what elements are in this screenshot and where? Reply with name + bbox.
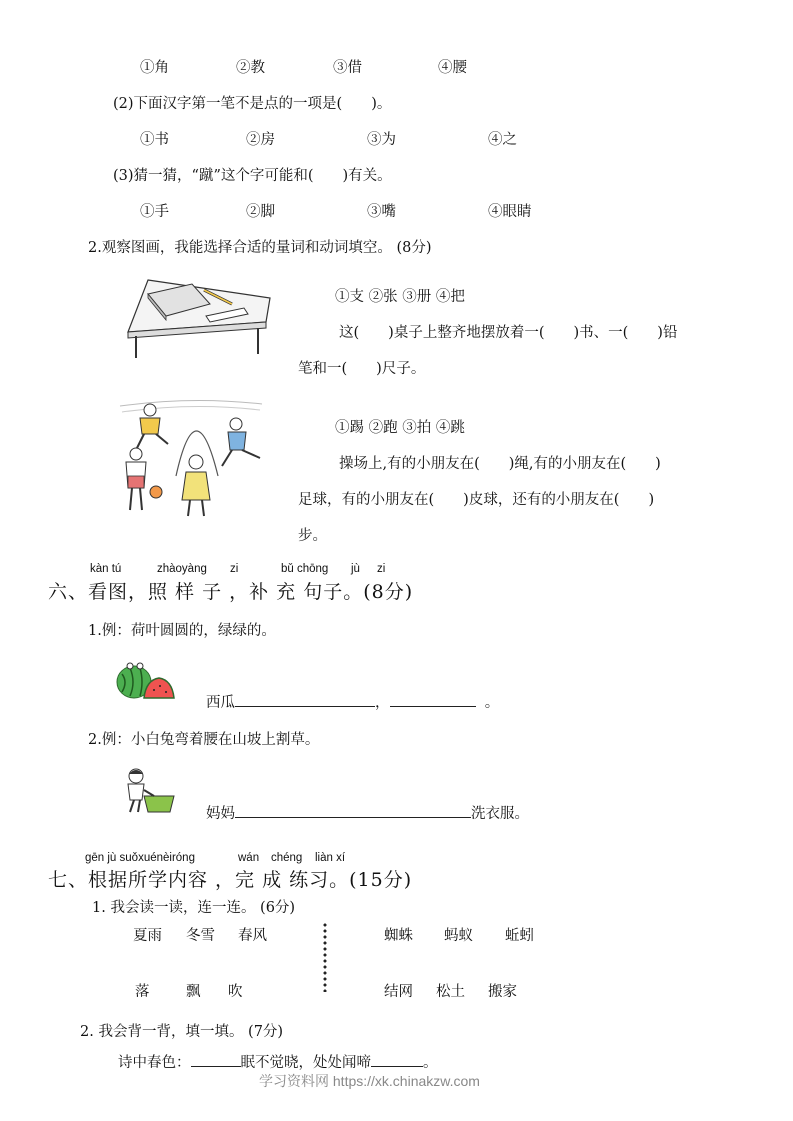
watermelon-fill-line [206,691,499,712]
playground-illustration [112,392,272,522]
pinyin-wan: wán [238,852,260,864]
desk-options: ①支 ②张 ③册 ④把 [335,289,465,305]
pinyin-buchong: bǔ chōng [281,563,329,575]
q2-option-2: ②房 [246,132,275,148]
q1-option-3: ③借 [333,60,362,76]
poem-middle: 眠不觉晓，处处闻啼 [240,1055,371,1071]
match-right-top-2[interactable]: 蚂蚁 [444,928,473,944]
match-left-top-3[interactable]: 春风 [238,928,267,944]
pinyin-cheng: chéng [271,852,303,864]
match-left-bottom-2[interactable]: 飘 [186,984,201,1000]
pinyin-lianxi: liàn xí [315,852,346,864]
watermelon-illustration [114,658,176,704]
watermelon-word: 西瓜 [206,695,235,711]
q3-option-4: ④眼睛 [488,204,532,220]
q3-option-3: ③嘴 [367,204,396,220]
q2-option-1: ①书 [140,132,169,148]
part5-q2-title: 2.观察图画，我能选择合适的量词和动词填空。 (8分) [88,240,432,256]
desk-sentence-line-2: 笔和一( )尺子。 [298,361,426,377]
poem-prefix: 诗中春色： [118,1055,191,1071]
watermelon-comma: ， [375,695,390,711]
section-7-heading: 七、根据所学内容 ，完 成 练习。(15分) [48,869,413,891]
q1-option-1: ①角 [140,60,169,76]
q2-option-3: ③为 [367,132,396,148]
watermelon-end: 。 [484,695,500,711]
watermelon-blank-2[interactable] [390,692,476,707]
footer-watermark: 学习资料网 https://xk.chinakzw.com [259,1073,480,1089]
q2-option-4: ④之 [488,132,517,148]
playground-options: ①踢 ②跑 ③拍 ④跳 [335,420,465,436]
poem-blank-1[interactable] [191,1052,241,1067]
pinyin-zhaoyang: zhàoyàng [157,563,207,575]
q3-option-1: ①手 [140,204,169,220]
pinyin-genju-suoxue-neirong: gēn jù suǒxuénèiróng [85,852,195,864]
match-left-bottom-1[interactable]: 落 [135,984,150,1000]
part6-example-1: 1.例：荷叶圆圆的，绿绿的。 [88,623,276,639]
mother-fill-line [206,802,529,823]
mother-end: 洗衣服。 [471,806,529,822]
part6-example-2: 2.例：小白兔弯着腰在山坡上割草。 [88,732,320,748]
match-right-top-1[interactable]: 蜘蛛 [384,928,413,944]
poem-fill-line [118,1051,438,1072]
q2-prompt: (2)下面汉字第一笔不是点的一项是( )。 [113,96,392,112]
q3-option-2: ②脚 [246,204,275,220]
poem-end: 。 [423,1055,438,1071]
watermelon-blank-1[interactable] [235,692,375,707]
match-right-bottom-2[interactable]: 松土 [436,984,465,1000]
q3-prompt: (3)猜一猜，“蹴”这个字可能和( )有关。 [113,168,392,184]
match-left-bottom-3[interactable]: 吹 [228,984,243,1000]
match-left-top-1[interactable]: 夏雨 [133,928,162,944]
match-right-bottom-1[interactable]: 结网 [384,984,413,1000]
q1-option-4: ④腰 [438,60,467,76]
playground-sentence-line-2: 足球，有的小朋友在( )皮球，还有的小朋友在( ) [298,492,655,508]
pinyin-kan-tu: kàn tú [90,563,122,575]
match-right-bottom-3[interactable]: 搬家 [488,984,517,1000]
mother-word: 妈妈 [206,806,235,822]
pinyin-zi-2: zi [377,563,386,575]
part7-q2-title: 2. 我会背一背，填一填。 (7分) [80,1024,284,1040]
match-right-top-3[interactable]: 蚯蚓 [505,928,534,944]
playground-sentence-line-1: 操场上,有的小朋友在( )绳,有的小朋友在( ) [339,456,661,472]
match-left-top-2[interactable]: 冬雪 [186,928,215,944]
pinyin-zi: zi [230,563,239,575]
q1-option-2: ②教 [236,60,265,76]
desk-sentence-line-1: 这( )桌子上整齐地摆放着一( )书、一( )铅 [339,325,678,341]
desk-illustration [126,276,274,360]
section-6-heading: 六、看图，照 样 子 ，补 充 句子。(8分) [48,581,414,603]
playground-sentence-line-3: 步。 [298,528,327,544]
pinyin-ju: jù [351,563,360,575]
mother-blank[interactable] [235,803,471,818]
mother-washing-illustration [114,766,176,816]
part7-q1-title: 1. 我会读一读，连一连。 (6分) [92,900,296,916]
poem-blank-2[interactable] [371,1052,423,1067]
dotted-divider [323,922,327,992]
